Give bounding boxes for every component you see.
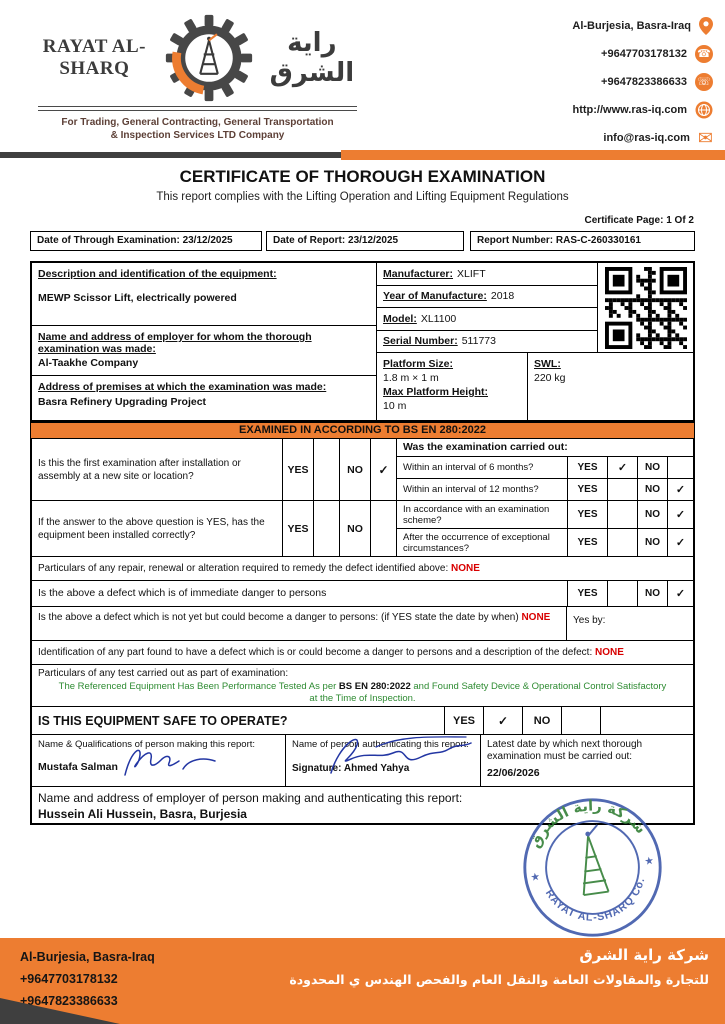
max-height-value: 10 m: [383, 400, 407, 412]
test-text-standard: BS EN 280:2022: [338, 681, 411, 692]
contact-phone: +9647703178132: [601, 48, 687, 60]
future-danger-question: [32, 607, 566, 640]
manufacturer-list: [377, 263, 597, 352]
contact-whatsapp-row: [513, 68, 713, 96]
equipment-description-label: Description and identification of the equipment:: [38, 268, 277, 280]
scheme-column: [396, 501, 693, 556]
manufacturer-label: Manufacturer:: [383, 267, 454, 280]
platform-size-value: 1.8 m × 1 m: [383, 372, 439, 384]
checkbox-scheme-no: ✓: [667, 501, 693, 528]
manufacturer-value: XLIFT: [457, 267, 486, 280]
question-first-examination: Is this the first examination after installation or assembly at a new site or location?: [38, 457, 241, 482]
standard-banner: EXAMINED IN ACCORDING TO BS EN 280:2022: [30, 422, 695, 439]
year-row: [377, 286, 597, 309]
future-danger-row: [32, 607, 693, 641]
serial-row: [377, 331, 597, 353]
signoff-row: [32, 735, 693, 787]
employer-label: Name and address of employer for whom the thorough examination was made:: [38, 331, 312, 355]
checkbox-interval6-no: [667, 457, 693, 478]
phone-icon: ☎: [695, 45, 713, 63]
qr-code: [605, 267, 687, 349]
tagline-line1: For Trading, General Contracting, General Transportation: [61, 117, 334, 128]
checkbox-interval12-yes: [607, 479, 637, 500]
interval6-row: [397, 457, 693, 479]
company-name-row: [30, 12, 365, 104]
platform-block: [377, 353, 693, 420]
contact-address-row: [513, 12, 713, 40]
question-installed-correctly: If the answer to the above question is YES, has the equipment been installed correctly?: [38, 516, 265, 541]
report-number-box: [470, 231, 695, 251]
test-text-part2: and Found Safety Device & Operational Control Satisfactory at the Time of Inspection.: [309, 681, 667, 704]
next-exam-date: 22/06/2026: [487, 767, 540, 779]
company-name: RAYAT AL-SHARQ: [42, 36, 146, 79]
swl-label: SWL:: [534, 358, 561, 370]
immediate-danger-row: [32, 581, 693, 607]
next-exam-cell: [480, 735, 693, 786]
company-name-arabic: راية الشرق: [269, 28, 355, 88]
interval12-row: [397, 479, 693, 500]
equipment-left-column: [32, 263, 377, 420]
test-particulars-text: [32, 680, 693, 706]
interval12-question: Within an interval of 12 months?: [403, 484, 539, 495]
equipment-identity-block: [377, 263, 693, 353]
yes-label: YES: [567, 581, 607, 606]
test-particulars-label: Particulars of any test carried out as part of examination:: [38, 668, 289, 679]
no-label: NO: [637, 501, 667, 528]
stamp-english-text: RAYAT AL-SHARQ Co.: [542, 876, 648, 924]
repair-particulars-row: [32, 557, 693, 581]
maker-name: Mustafa Salman: [38, 761, 118, 773]
info-boxes-row: [30, 231, 695, 251]
contact-email: info@ras-iq.com: [603, 132, 690, 144]
model-row: [377, 308, 597, 331]
checkbox-immediate-yes: [607, 581, 637, 606]
no-label: NO: [339, 439, 370, 500]
premises-label: Address of premises at which the examination was made:: [38, 381, 327, 393]
swl-value: 220 kg: [534, 372, 566, 384]
platform-cell: [377, 353, 527, 420]
checkbox-interval12-no: ✓: [667, 479, 693, 500]
test-text-part1: The Referenced Equipment Has Been Performance Tested As per: [58, 681, 339, 692]
company-logo-block: [30, 12, 365, 142]
exceptional-question: After the occurrence of exceptional circumstances?: [403, 531, 550, 554]
yes-label: YES: [444, 707, 483, 734]
safe-row-spacer: [600, 707, 693, 734]
premises-section: [32, 376, 376, 420]
footer: [0, 938, 725, 1024]
future-danger-label: Is the above a defect which is not yet but could become a danger to persons: (if YES state the date by when): [38, 612, 519, 623]
no-label: NO: [637, 529, 667, 556]
footer-phone1: +9647703178132: [20, 972, 118, 986]
test-particulars-row: [32, 665, 693, 707]
serial-value: 511773: [461, 335, 496, 348]
stamp-derrick-icon: [574, 825, 608, 896]
report-employer-label: Name and address of employer of person making and authenticating this report:: [38, 791, 463, 805]
separator-dark-segment: [0, 152, 341, 158]
report-number-value: RAS-C-260330161: [555, 235, 641, 246]
max-height-label: Max Platform Height:: [383, 386, 489, 398]
contact-list: [513, 12, 713, 152]
repair-particulars-value: NONE: [451, 563, 480, 574]
contact-website: http://www.ras-iq.com: [572, 104, 687, 116]
exam-date-label: Date of Through Examination:: [37, 235, 180, 246]
manufacturer-row: [377, 263, 597, 286]
year-value: 2018: [490, 290, 515, 303]
qr-code-cell: [597, 263, 693, 352]
authenticator-cell: [285, 735, 480, 786]
contact-website-row: [513, 96, 713, 124]
no-label: NO: [339, 501, 370, 556]
defect-identification-row: [32, 641, 693, 665]
certificate-subtitle: This report complies with the Lifting Operation and Lifting Equipment Regulations: [156, 191, 569, 203]
footer-address: Al-Burjesia, Basra-Iraq: [20, 950, 155, 964]
yes-label: YES: [567, 479, 607, 500]
defect-identification-value: NONE: [595, 647, 624, 658]
yes-label: YES: [567, 529, 607, 556]
authenticator-name: Ahmed Yahya: [343, 763, 410, 774]
email-icon: ✉: [697, 128, 713, 148]
equipment-table: [30, 261, 695, 422]
immediate-danger-question: Is the above a defect which is of immediate danger to persons: [38, 587, 327, 599]
stamp-star-right: ★: [643, 854, 655, 868]
checkbox-q1-no: ✓: [370, 439, 396, 500]
contact-whatsapp: +9647823386633: [601, 76, 687, 88]
maker-cell: [32, 735, 285, 786]
future-danger-value: NONE: [521, 612, 551, 623]
defect-identification-label: Identification of any part found to have a defect which is or could become a danger to persons and a description of the defect:: [38, 647, 593, 658]
carried-out-column: [396, 439, 693, 500]
authenticator-signature-line: [292, 763, 474, 775]
report-date-value: 23/12/2025: [348, 235, 399, 246]
maker-label: Name & Qualifications of person making this report:: [38, 739, 256, 750]
equipment-right-column: [377, 263, 693, 420]
no-label: NO: [522, 707, 561, 734]
whatsapp-icon: ☏: [695, 73, 713, 91]
contact-phone-row: [513, 40, 713, 68]
report-number-label: Report Number:: [477, 235, 554, 246]
certificate-page-number: Certificate Page: 1 Of 2: [584, 215, 694, 226]
header: [0, 10, 725, 148]
carried-out-header: Was the examination carried out:: [397, 439, 693, 457]
location-pin-icon: [699, 17, 713, 35]
checkbox-safe-no: [561, 707, 600, 734]
year-label: Year of Manufacture:: [383, 290, 487, 303]
checkbox-exceptional-yes: [607, 529, 637, 556]
yes-by-cell: Yes by:: [566, 607, 693, 640]
exam-date-box: [30, 231, 262, 251]
stamp-arabic-text: شركة راية الشرق: [527, 798, 649, 851]
swl-cell: [527, 353, 693, 420]
footer-arabic-company: شركة راية الشرق: [579, 946, 709, 964]
model-value: XL1100: [420, 312, 457, 325]
report-employer-value: Hussein Ali Hussein, Basra, Burjesia: [38, 807, 247, 821]
checkbox-safe-yes: ✓: [483, 707, 522, 734]
equipment-description-section: [32, 263, 376, 326]
certificate-title: CERTIFICATE OF THOROUGH EXAMINATION: [179, 167, 546, 186]
employer-value: Al-Taakhe Company: [38, 357, 139, 369]
installed-correctly-row: [32, 501, 693, 557]
no-label: NO: [637, 457, 667, 478]
contact-address: Al-Burjesia, Basra-Iraq: [572, 20, 691, 32]
premises-value: Basra Refinery Upgrading Project: [38, 396, 207, 408]
checkbox-q1-yes: [313, 439, 339, 500]
equipment-description-value: MEWP Scissor Lift, electrically powered: [38, 292, 237, 304]
authenticator-label: Name of person authenticating this report:: [292, 739, 469, 750]
checkbox-scheme-yes: [607, 501, 637, 528]
no-label: NO: [637, 479, 667, 500]
tagline-line2: & Inspection Services LTD Company: [110, 130, 285, 141]
globe-icon: [695, 101, 713, 119]
header-divider: [38, 106, 357, 111]
separator-bar: [0, 150, 725, 160]
model-label: Model:: [383, 312, 417, 325]
exam-date-value: 23/12/2025: [182, 235, 233, 246]
checkbox-q2-no: [370, 501, 396, 556]
defect-identification: [32, 641, 693, 664]
report-date-box: [266, 231, 464, 251]
safe-to-operate-row: [32, 707, 693, 735]
signature-label: Signature:: [292, 763, 342, 774]
yes-label: YES: [282, 501, 313, 556]
footer-arabic-description: للتجارة والمقاولات العامة والنقل العام والفحص الهندس ي المحدودة: [289, 972, 709, 987]
company-tagline: [30, 116, 365, 142]
safe-to-operate-question: IS THIS EQUIPMENT SAFE TO OPERATE?: [38, 713, 288, 728]
yes-label: YES: [282, 439, 313, 500]
footer-phone2: +9647823386633: [20, 994, 118, 1008]
separator-orange-segment: [341, 150, 725, 160]
company-logo-gear-icon: [165, 14, 253, 102]
interval6-question: Within an interval of 6 months?: [403, 462, 534, 473]
scheme-question: In accordance with an examination scheme?: [403, 503, 550, 526]
checkbox-immediate-no: ✓: [667, 581, 693, 606]
no-label: NO: [637, 581, 667, 606]
yes-label: YES: [567, 501, 607, 528]
contact-email-row: [513, 124, 713, 152]
footer-arabic-block: [289, 946, 709, 987]
repair-particulars: [32, 557, 693, 580]
examination-table: [30, 439, 695, 825]
next-exam-label: Latest date by which next thorough examination must be carried out:: [487, 739, 643, 762]
checkbox-q2-yes: [313, 501, 339, 556]
exceptional-row: [397, 529, 693, 556]
employer-section: [32, 326, 376, 376]
checkbox-exceptional-no: ✓: [667, 529, 693, 556]
serial-label: Serial Number:: [383, 335, 458, 348]
repair-particulars-label: Particulars of any repair, renewal or alteration required to remedy the defect identified above:: [38, 563, 449, 574]
svg-text:RAYAT AL-SHARQ Co.: [542, 874, 653, 930]
first-examination-row: [32, 439, 693, 501]
stamp-star-left: ★: [529, 870, 541, 885]
checkbox-interval6-yes: ✓: [607, 457, 637, 478]
platform-size-label: Platform Size:: [383, 358, 454, 370]
scheme-row: [397, 501, 693, 529]
company-stamp: [511, 786, 675, 950]
footer-corner-shape: [0, 998, 120, 1024]
yes-label: YES: [567, 457, 607, 478]
report-date-label: Date of Report:: [273, 235, 346, 246]
